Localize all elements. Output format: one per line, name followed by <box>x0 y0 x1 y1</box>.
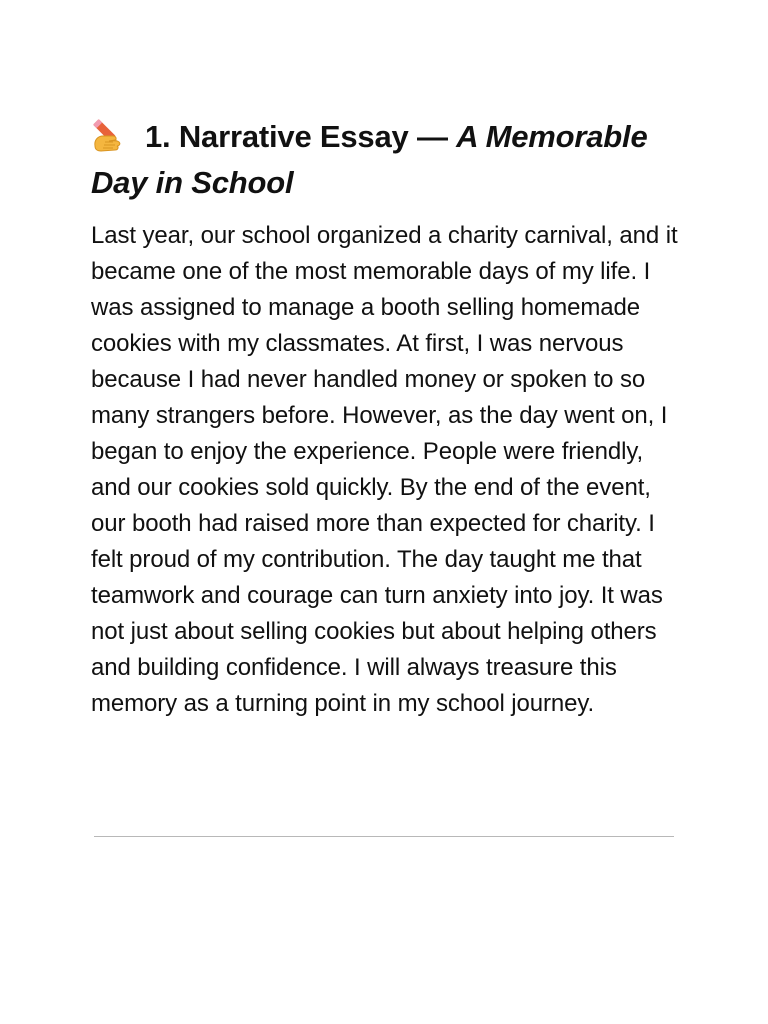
essay-heading-prefix: 1. Narrative Essay — <box>145 119 457 154</box>
essay-section <box>91 114 691 722</box>
section-divider <box>94 836 674 837</box>
essay-title: A Memorable Day in School <box>91 119 648 200</box>
essay-heading <box>91 114 691 206</box>
writing-hand-icon <box>91 118 129 154</box>
essay-paragraph: Last year, our school organized a charity carnival, and it became one of the most memorable days of my life. I was assigned to manage a booth selling homemade cookies with my classmates. At first, I was nervous because I had never handled money or spoken to so many strangers before. However, as the day went on, I began to enjoy the experience. People were friendly, and our cookies sold quickly. By the end of the event, our booth had raised more than expected for charity. I felt proud of my contribution. The day taught me that teamwork and courage can turn anxiety into joy. It was not just about selling cookies but about helping others and building confidence. I will always treasure this memory as a turning point in my school journey. <box>91 222 678 717</box>
